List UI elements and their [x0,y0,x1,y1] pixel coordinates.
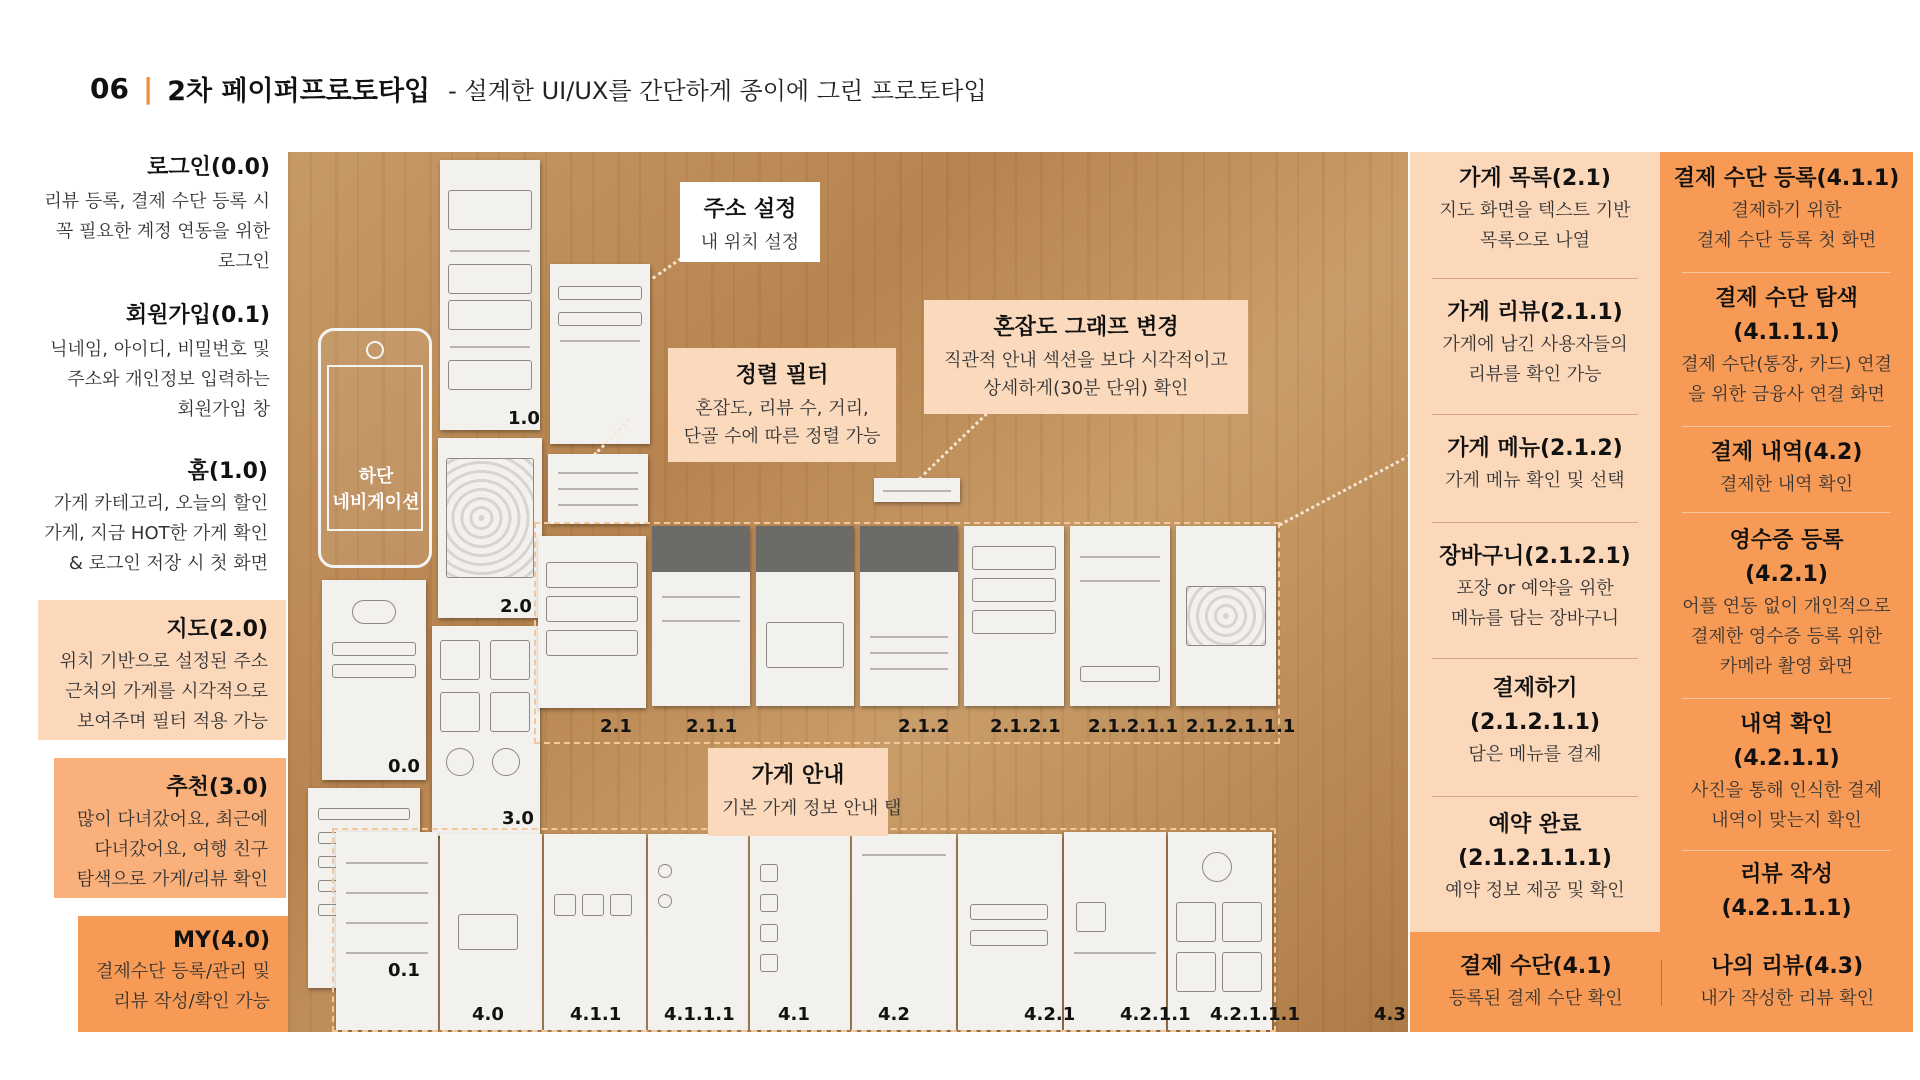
screen-label: 0.0 [388,756,420,777]
screen-label: 2.1 [600,716,632,737]
bottom-descriptions [1410,932,1913,1032]
callout-line: 상세하게(30분 단위) 확인 [983,378,1189,399]
desc-title: 영수증 등록 [1729,528,1844,553]
desc-checkout [1410,672,1660,770]
desc-store-list [1410,162,1660,256]
desc-title: 내역 확인 [1740,712,1833,737]
screen-label: 4.1.1 [570,1004,622,1025]
desc-title: 결제하기 [1492,676,1578,701]
header-separator: | [142,71,154,105]
screen-label: 4.2.1.1 [1120,1004,1191,1025]
screen-label: 4.1.1.1 [664,1004,735,1025]
signup-line: 주소와 개인정보 입력하는 [67,369,270,390]
home-line: 가게 카테고리, 오늘의 할인 [53,493,268,514]
callout-line: 단골 수에 따른 정렬 가능 [683,426,881,447]
bottom-nav-label-line: 네비게이션 [332,492,420,513]
desc-line: 리뷰를 확인 가능 [1468,364,1602,385]
slide-title: 2차 페이퍼프로토타입 [167,75,431,107]
screen-label: 2.1.2.1 [990,716,1061,737]
desc-payment-search [1660,282,1913,410]
desc-line: 사진을 통해 인식한 결제 [1690,780,1883,801]
screen-label: 3.0 [502,808,534,829]
my-line: 리뷰 작성/확인 가능 [113,991,270,1012]
paper-screen-sort-filter [548,454,648,524]
phone-camera-icon [366,341,384,359]
recommend-line: 다녀갔어요, 여행 친구 [94,839,268,860]
desc-title: 장바구니(2.1.2.1) [1439,544,1631,569]
screen-label: 2.1.2 [898,716,950,737]
callout-title: 가게 안내 [751,763,845,788]
screen-label: 0.1 [388,960,420,981]
desc-line: 카메라 촬영 화면 [1719,656,1854,677]
desc-title: 결제 수단(4.1) [1459,954,1612,979]
callout-line: 혼잡도, 리뷰 수, 거리, [695,398,869,419]
desc-title: 결제 내역(4.2) [1710,440,1863,465]
map-line: 근처의 가게를 시각적으로 [65,681,268,702]
slide-header [90,68,987,108]
desc-title: 결제 수단 탐색 [1715,286,1858,311]
signup-line: 회원가입 창 [177,399,270,420]
bottom-nav-label [324,464,428,516]
callout-congestion-graph [924,300,1248,414]
desc-line: 메뉴를 담는 장바구니 [1451,608,1619,629]
desc-line: 목록으로 나열 [1479,230,1591,251]
screen-label: 1.0 [508,408,540,429]
callout-store-info [708,748,902,836]
callout-title: 주소 설정 [703,197,797,222]
screen-label: 4.2 [878,1004,910,1025]
desc-title: 가게 목록(2.1) [1459,166,1611,191]
callout-line: 내 위치 설정 [700,232,800,253]
home-line: & 로그인 저장 시 첫 화면 [68,553,268,574]
desc-title: (4.2.1) [1745,562,1828,587]
desc-title: (2.1.2.1.1) [1469,710,1601,735]
screen-label: 2.1.2.1.1.1 [1186,716,1296,737]
home-description [16,442,286,582]
desc-line: 내가 작성한 리뷰 확인 [1700,988,1875,1009]
desc-my-reviews [1662,932,1914,1032]
desc-title: 리뷰 작성 [1740,862,1833,887]
desc-title: (4.2.1.1.1) [1721,896,1852,921]
desc-title: 가게 메뉴(2.1.2) [1447,436,1623,461]
signup-description [50,298,270,425]
login-line: 로그인 [217,251,270,272]
desc-history-check [1660,708,1913,836]
screen-label: 4.3 [1374,1004,1406,1025]
desc-title: 결제 수단 등록(4.1.1) [1673,166,1900,191]
desc-title: (4.2.1.1) [1733,746,1840,771]
my-flow-group [332,828,1276,1032]
desc-line: 가게에 남긴 사용자들의 [1442,334,1628,355]
desc-line: 예약 정보 제공 및 확인 [1445,880,1625,901]
paper-screen-recommend [432,626,540,836]
screen-label: 4.2.1.1.1 [1210,1004,1300,1025]
desc-line: 결제한 영수증 등록 위한 [1690,626,1883,647]
connector-right [1278,454,1408,527]
signup-line: 닉네임, 아이디, 비밀번호 및 [50,339,270,360]
desc-line: 을 위한 금융사 연결 화면 [1688,384,1885,405]
callout-sort-filter [668,348,896,462]
map-title: 지도(2.0) [166,617,268,642]
desc-payment-register [1660,162,1913,256]
screen-label: 2.1.2.1.1 [1088,716,1178,737]
store-flow-descriptions [1410,152,1660,932]
paper-screen-home [440,160,540,430]
callout-line: 기본 가게 정보 안내 탭 [722,798,902,819]
section-number: 06 [90,71,129,105]
screen-label: 2.0 [500,596,532,617]
my-title: MY(4.0) [173,928,270,953]
desc-title: 가게 리뷰(2.1.1) [1447,300,1623,325]
login-title: 로그인(0.0) [147,155,270,180]
desc-line: 내역이 맞는지 확인 [1711,810,1862,831]
desc-title: 예약 완료 [1488,812,1582,837]
desc-store-menu [1410,432,1660,496]
desc-line: 담은 메뉴를 결제 [1468,744,1602,765]
callout-line: 직관적 안내 섹션을 보다 시각적이고 [944,350,1228,371]
desc-line: 등록된 결제 수단 확인 [1448,988,1623,1009]
paper-screen-map [438,438,542,618]
phone-outline [318,328,432,568]
desc-payment-method [1410,932,1662,1032]
my-line: 결제수단 등록/관리 및 [96,961,270,982]
map-line: 보여주며 필터 적용 가능 [76,711,268,732]
recommend-title: 추천(3.0) [166,775,268,800]
store-flow-group [534,522,1280,744]
screen-label: 4.1 [778,1004,810,1025]
callout-title: 혼잡도 그래프 변경 [993,315,1179,340]
paper-screen-login [322,580,426,780]
desc-line: 포장 or 예약을 위한 [1456,578,1614,599]
callout-title: 정렬 필터 [735,363,829,388]
signup-title: 회원가입(0.1) [125,303,270,328]
desc-title: 나의 리뷰(4.3) [1711,954,1864,979]
desc-line: 결제 수단 등록 첫 화면 [1696,230,1877,251]
callout-address-setting [680,182,820,262]
desc-cart [1410,540,1660,634]
desc-line: 결제한 내역 확인 [1719,474,1854,495]
recommend-line: 많이 다녀갔어요, 최근에 [76,809,268,830]
desc-line: 지도 화면을 텍스트 기반 [1439,200,1631,221]
desc-store-review [1410,296,1660,390]
desc-payment-history [1660,436,1913,500]
screen-label: 2.1.1 [686,716,738,737]
login-description [44,150,270,277]
screen-label: 4.0 [472,1004,504,1025]
desc-review-write [1660,858,1913,926]
map-description [38,600,286,740]
recommend-description [54,758,286,898]
login-line: 리뷰 등록, 결제 수단 등록 시 [44,191,270,212]
desc-line: 결제하기 위한 [1731,200,1842,221]
bottom-nav-label-line: 하단 [358,466,394,487]
desc-title: (4.1.1.1) [1733,320,1840,345]
home-title: 홈(1.0) [187,459,268,484]
login-line: 꼭 필요한 계정 연동을 위한 [55,221,270,242]
my-description [78,916,288,1032]
recommend-line: 탐색으로 가게/리뷰 확인 [76,869,268,890]
desc-title: (2.1.2.1.1.1) [1458,846,1612,871]
paper-prototype-photo [288,152,1408,1032]
home-line: 가게, 지금 HOT한 가게 확인 [44,523,268,544]
map-line: 위치 기반으로 설정된 주소 [59,651,268,672]
desc-line: 결제 수단(통장, 카드) 연결 [1681,354,1892,375]
paper-screen-address [550,264,650,444]
paper-congestion-graph [874,478,960,502]
slide-subtitle: - 설계한 UI/UX를 간단하게 종이에 그린 프로토타입 [448,76,987,105]
desc-reservation-complete [1410,808,1660,906]
my-flow-descriptions [1660,152,1913,932]
screen-label: 4.2.1 [1024,1004,1076,1025]
desc-line: 어플 연동 없이 개인적으로 [1682,596,1891,617]
desc-line: 가게 메뉴 확인 및 선택 [1445,470,1625,491]
desc-receipt-register [1660,524,1913,682]
